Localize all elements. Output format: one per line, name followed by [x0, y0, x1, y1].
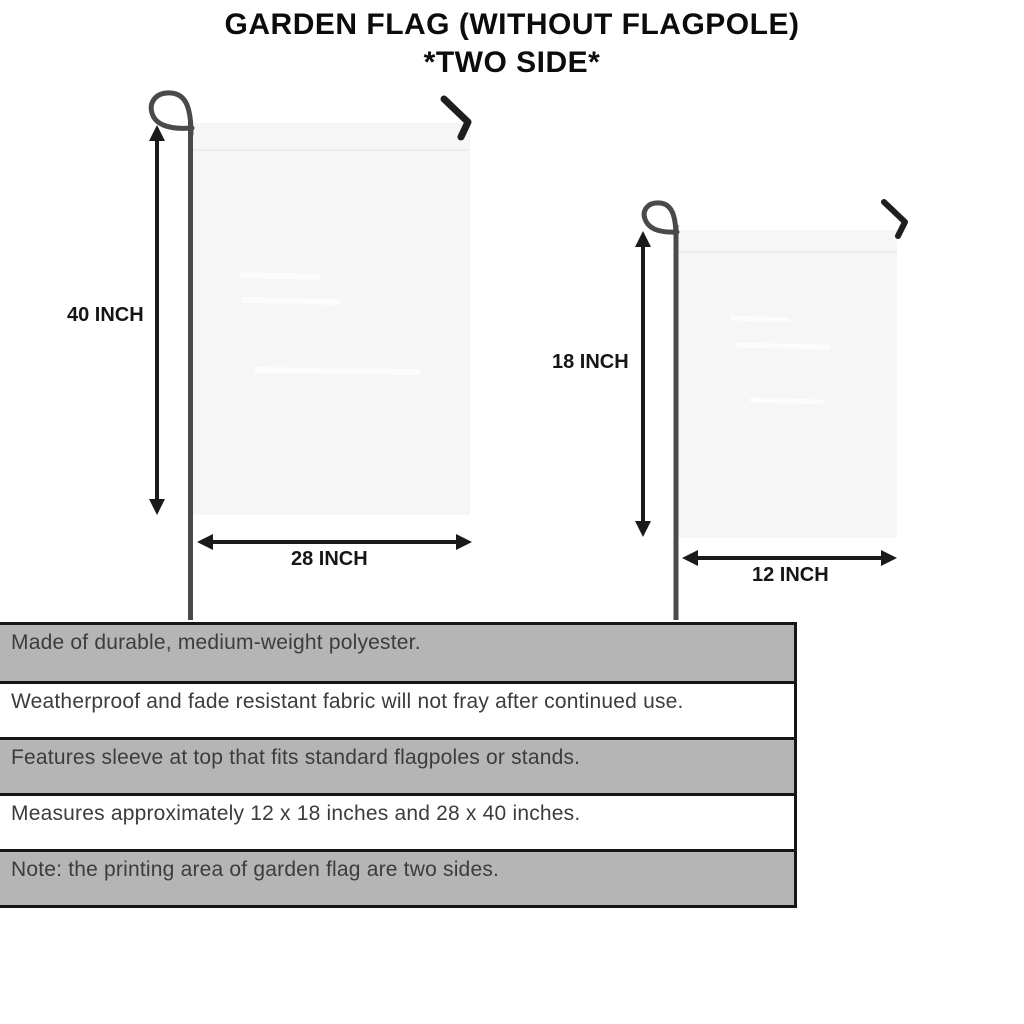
small-flag-fabric: [678, 230, 897, 538]
small-flag-height-label: 18 INCH: [552, 351, 629, 373]
large-height-arrow: [149, 125, 165, 515]
small-flag-width-label: 12 INCH: [752, 564, 829, 586]
large-flag-fabric: [193, 123, 470, 515]
feature-row-sleeve: Features sleeve at top that fits standard flagpoles or stands.: [0, 737, 794, 793]
title-line-2: *TWO SIDE*: [423, 46, 601, 79]
large-flag-height-label: 40 INCH: [67, 304, 144, 326]
feature-row-note: Note: the printing area of garden flag are two sides.: [0, 849, 794, 905]
title-line-1: GARDEN FLAG (WITHOUT FLAGPOLE): [224, 8, 800, 41]
feature-row-measures: Measures approximately 12 x 18 inches and 28 x 40 inches.: [0, 793, 794, 849]
large-flag-width-label: 28 INCH: [291, 548, 368, 570]
large-flag-group: [149, 93, 472, 620]
small-flag-group: [635, 202, 905, 620]
feature-row-weatherproof: Weatherproof and fade resistant fabric will not fray after continued use.: [0, 681, 794, 737]
small-height-arrow: [635, 231, 651, 537]
feature-row-material: Made of durable, medium-weight polyester.: [0, 625, 794, 681]
small-pole-loop-icon: [644, 203, 677, 238]
product-features-table: [0, 622, 797, 908]
